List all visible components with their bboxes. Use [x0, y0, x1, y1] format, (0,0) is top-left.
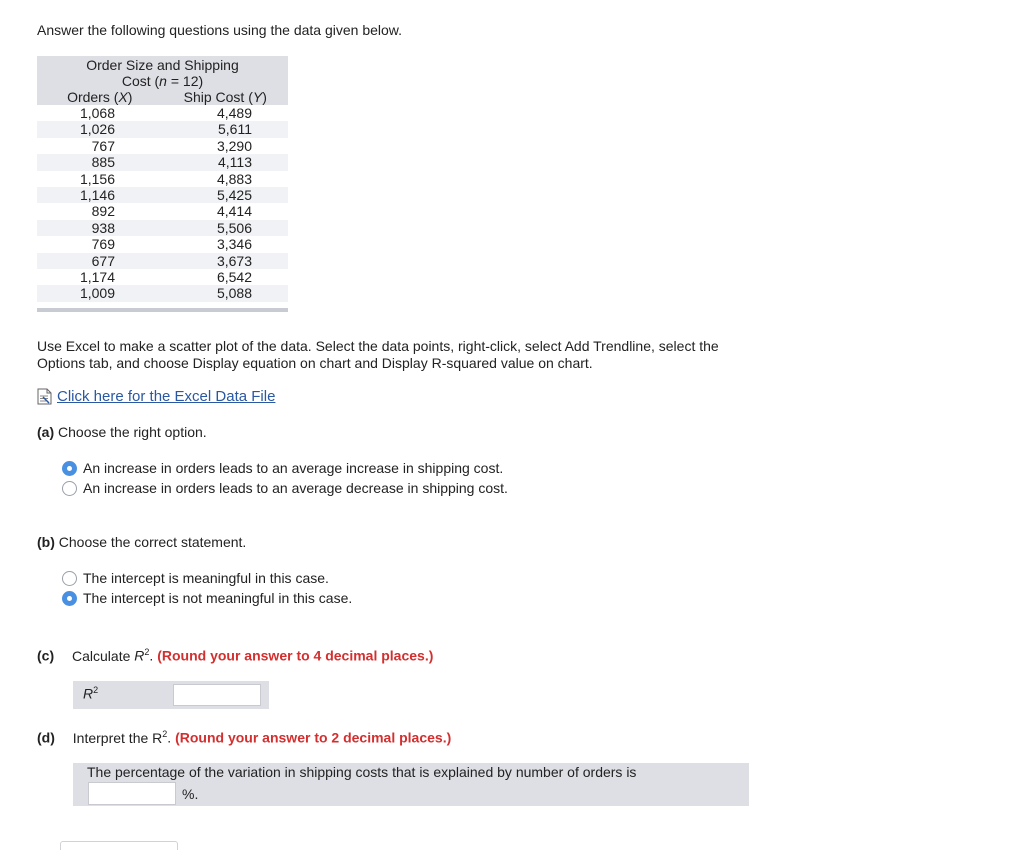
r-squared-label: $R^2$	[83, 685, 99, 702]
orders-cell: 892	[91, 203, 115, 220]
table-row	[37, 203, 288, 219]
r-squared-answer-panel	[73, 681, 269, 709]
orders-cell: 1,146	[79, 186, 115, 203]
partial-button-edge[interactable]	[60, 841, 178, 850]
interpretation-panel	[73, 763, 749, 806]
rounding-note: (Round your answer to 4 decimal places.)	[157, 647, 434, 664]
radio-button-selected[interactable]	[62, 461, 77, 476]
table-header	[37, 56, 288, 105]
orders-cell: 1,068	[79, 105, 115, 121]
column-header-orders: Orders (X)	[67, 89, 133, 105]
orders-cell: 1,156	[79, 170, 115, 187]
ship-cost-cell: 4,883	[216, 170, 252, 187]
radio-button[interactable]	[62, 481, 77, 496]
table-row	[37, 269, 288, 285]
orders-cell: 677	[91, 252, 115, 269]
table-row	[37, 187, 288, 203]
table-row	[37, 105, 288, 121]
question-d-prompt: (d) Interpret the $R^2$. (Round your answer to 2 decimal places.)	[37, 729, 452, 746]
ship-cost-cell: 6,542	[216, 268, 252, 285]
r-squared-input[interactable]	[173, 684, 261, 706]
radio-button-selected[interactable]	[62, 591, 77, 606]
question-c-label: (c)	[37, 647, 55, 664]
ship-cost-cell: 5,506	[216, 219, 252, 236]
orders-cell: 938	[91, 219, 115, 236]
ship-cost-cell: 4,489	[216, 105, 252, 121]
question-b-option-1[interactable]	[62, 568, 352, 588]
orders-cell: 769	[91, 236, 115, 253]
question-a-option-1[interactable]	[62, 458, 508, 478]
ship-cost-cell: 3,673	[216, 252, 252, 269]
percentage-input[interactable]	[88, 782, 176, 805]
question-c-prompt: (c) Calculate $R^2$. (Round your answer to 4 decimal places.)	[37, 647, 434, 664]
question-a-option-2[interactable]	[62, 478, 508, 498]
interpretation-statement: The percentage of the variation in shipping costs that is explained by number of orders is	[87, 764, 637, 780]
table-title-line2: Cost (n = 12)	[121, 73, 204, 89]
ship-cost-cell: 4,113	[218, 154, 252, 171]
ship-cost-cell: 4,414	[216, 203, 252, 220]
ship-cost-cell: 5,611	[218, 121, 252, 138]
table-row	[37, 171, 288, 187]
ship-cost-cell: 3,346	[216, 236, 252, 253]
column-header-ship-cost: Ship Cost (Y)	[183, 89, 267, 105]
question-b-option-2[interactable]	[62, 588, 352, 608]
question-a-prompt: (a) Choose the right option.	[37, 424, 207, 440]
question-b-options	[62, 568, 352, 608]
table-bottom-rule	[37, 308, 288, 312]
data-table	[37, 56, 288, 312]
table-title: Order Size and Shipping	[86, 57, 239, 73]
radio-button[interactable]	[62, 571, 77, 586]
option-label: An increase in orders leads to an average increase in shipping cost.	[83, 460, 504, 476]
option-label: An increase in orders leads to an average decrease in shipping cost.	[83, 480, 508, 496]
orders-cell: 885	[91, 154, 115, 171]
percent-suffix: %.	[182, 786, 199, 802]
question-d-label: (d)	[37, 729, 55, 746]
rounding-note: (Round your answer to 2 decimal places.)	[175, 729, 452, 746]
ship-cost-cell: 5,425	[216, 186, 252, 203]
orders-cell: 1,174	[79, 268, 115, 285]
question-b-prompt: (b) Choose the correct statement.	[37, 534, 247, 550]
table-row	[37, 121, 288, 137]
ship-cost-cell: 5,088	[216, 285, 252, 302]
ship-cost-cell: 3,290	[216, 137, 252, 154]
table-row	[37, 220, 288, 236]
document-icon	[37, 388, 52, 405]
orders-cell: 1,009	[79, 285, 115, 302]
table-row	[37, 253, 288, 269]
orders-cell: 767	[91, 137, 115, 154]
table-row	[37, 154, 288, 170]
excel-data-file-link[interactable]	[37, 388, 275, 405]
table-row	[37, 236, 288, 252]
table-row	[37, 138, 288, 154]
question-a-options	[62, 458, 508, 498]
intro-text: Answer the following questions using the data given below.	[37, 22, 403, 38]
table-row	[37, 285, 288, 301]
orders-cell: 1,026	[79, 121, 115, 138]
option-label: The intercept is not meaningful in this case.	[83, 590, 353, 606]
option-label: The intercept is meaningful in this case.	[83, 570, 329, 586]
excel-link-label[interactable]: Click here for the Excel Data File	[57, 388, 276, 405]
instructions-text: Use Excel to make a scatter plot of the data. Select the data points, right-click, select Add Trendline, select the Options tab, and choose Display equation on chart and Display R-squared value on chart.	[37, 338, 719, 371]
